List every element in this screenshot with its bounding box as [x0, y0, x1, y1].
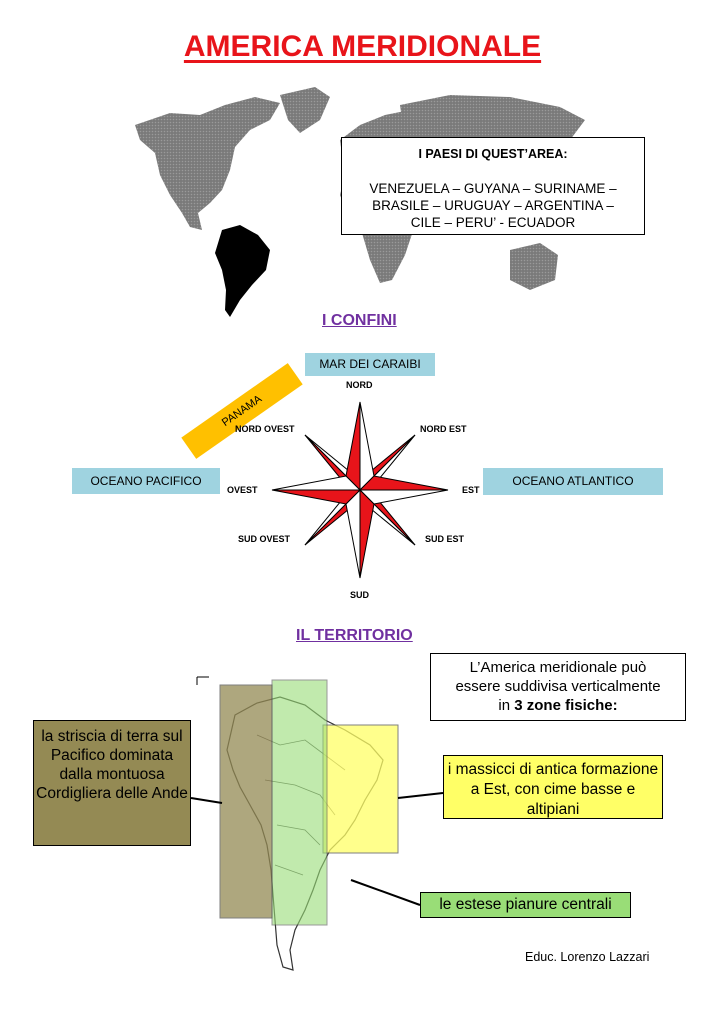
compass-label-e: EST: [462, 485, 480, 495]
section-heading-territorio: IL TERRITORIO: [296, 627, 413, 644]
compass-label-sw: SUD OVEST: [238, 534, 291, 544]
andes-zone-label: la striscia di terra sul Pacifico dominata dalla montuosa Cordigliera delle Ande: [33, 720, 191, 846]
east-border-box: OCEANO ATLANTICO: [483, 468, 663, 495]
countries-heading: I PAESI DI QUEST’AREA:: [418, 147, 568, 161]
pianure-zone-label: le estese pianure centrali: [420, 892, 631, 918]
northwest-border-box: PANAMA: [181, 363, 302, 459]
zones-intro-line-2: essere suddivisa verticalmente: [455, 678, 661, 695]
compass-label-se: SUD EST: [425, 534, 465, 544]
compass-label-ne: NORD EST: [420, 424, 467, 434]
zones-intro-line-3: in 3 zone fisiche:: [498, 697, 618, 714]
countries-line-1: VENEZUELA – GUYANA – SURINAME –: [369, 181, 617, 196]
section-heading-confini: I CONFINI: [322, 312, 397, 329]
compass-label-nw: NORD OVEST: [235, 424, 295, 434]
page-title: AMERICA MERIDIONALE: [183, 30, 542, 63]
north-border-box: MAR DEI CARAIBI: [305, 353, 435, 376]
credits: Educ. Lorenzo Lazzari: [525, 950, 650, 964]
west-border-box: OCEANO PACIFICO: [72, 468, 220, 494]
zones-intro-line-1: L’America meridionale può: [469, 659, 647, 676]
compass-label-w: OVEST: [227, 485, 258, 495]
massicci-zone-label: i massicci di antica formazione a Est, con cime basse e altipiani: [443, 755, 663, 819]
compass-label-n: NORD: [346, 380, 373, 390]
countries-line-3: CILE – PERU’ - ECUADOR: [410, 215, 576, 230]
countries-line-2: BRASILE – URUGUAY – ARGENTINA –: [372, 198, 614, 213]
compass-label-s: SUD: [350, 590, 370, 600]
